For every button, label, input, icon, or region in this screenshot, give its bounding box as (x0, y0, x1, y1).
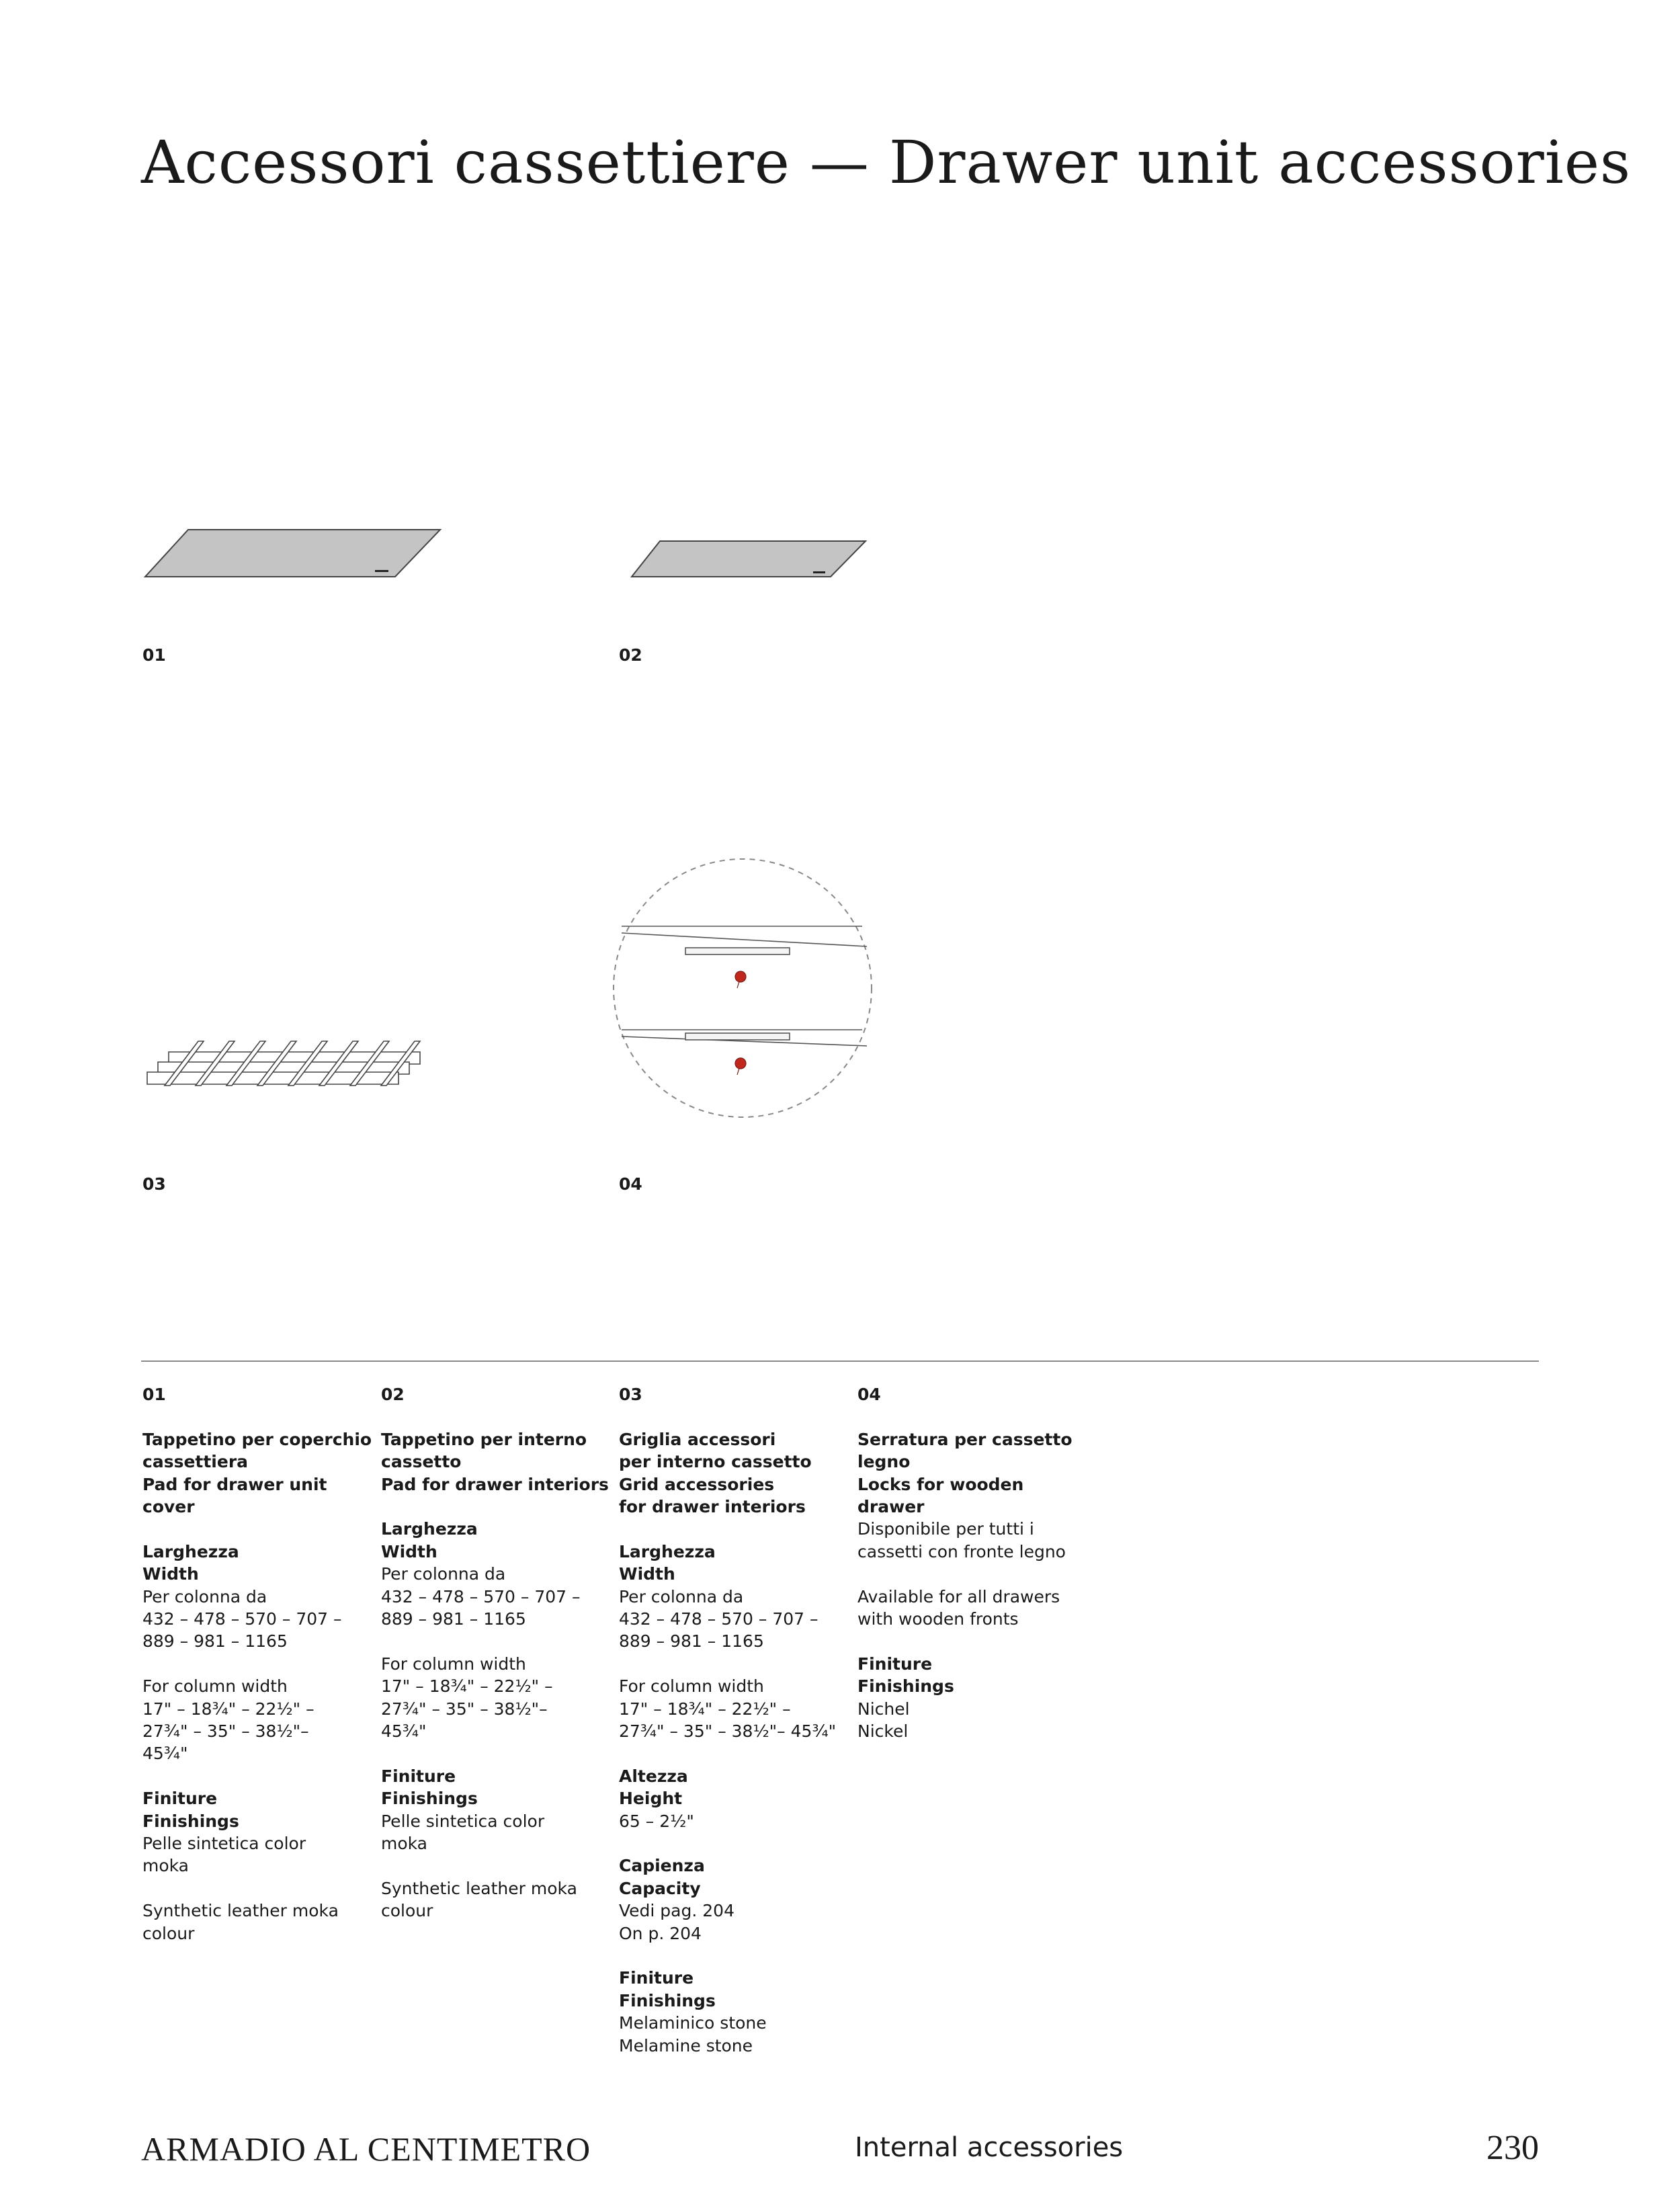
spec-text: Pelle sintetica color (142, 1834, 306, 1854)
spec-number: 04 (857, 1385, 881, 1404)
spec-text: Per colonna da (381, 1564, 506, 1584)
spec-heading: Finishings (619, 1990, 716, 2010)
spec-heading: Capienza (619, 1856, 705, 1876)
spec-text: Nichel (857, 1699, 910, 1719)
spec-heading: Serratura per cassetto (857, 1429, 1073, 1449)
spec-text: Per colonna da (619, 1586, 744, 1606)
spec-heading: Finiture (619, 1968, 694, 1988)
spec-text: 17" – 18¾" – 22½" – (142, 1699, 314, 1719)
spacer (142, 1518, 364, 1540)
spec-text: 889 – 981 – 1165 (142, 1631, 288, 1652)
drawer-interior-pad-illustration (625, 534, 874, 588)
figure-label-04: 04 (619, 1174, 642, 1194)
spacer (381, 1855, 603, 1877)
spec-heading: Larghezza (381, 1519, 478, 1539)
spec-text: For column width (142, 1676, 288, 1697)
spacer (857, 1630, 1079, 1652)
spec-text: 65 – 2½" (619, 1811, 694, 1831)
spec-text: 889 – 981 – 1165 (619, 1631, 764, 1652)
figure-label-02: 02 (619, 645, 642, 665)
spec-column-04 (857, 1383, 1079, 1742)
spec-text: with wooden fronts (857, 1609, 1019, 1629)
spec-heading: Finishings (381, 1789, 478, 1809)
spec-text: Disponibile per tutti i (857, 1519, 1034, 1539)
spec-text: cassetti con fronte legno (857, 1541, 1066, 1561)
spec-number: 03 (619, 1385, 642, 1404)
spec-heading: Capacity (619, 1878, 701, 1898)
spec-heading: Pad for drawer interiors (381, 1474, 609, 1494)
spec-text: 432 – 478 – 570 – 707 – (381, 1586, 581, 1606)
page-number: 230 (1486, 2129, 1539, 2167)
spec-heading: Larghezza (619, 1541, 716, 1561)
spec-heading: legno (857, 1452, 911, 1472)
spacer (619, 1832, 841, 1855)
spec-text: Nickel (857, 1721, 909, 1742)
spec-text: moka (381, 1834, 428, 1854)
spec-text: Pelle sintetica color (381, 1811, 545, 1831)
spec-heading: Width (142, 1564, 199, 1584)
spec-text: moka (142, 1856, 190, 1876)
spec-heading: Finishings (857, 1676, 954, 1697)
spec-heading: Width (619, 1564, 675, 1584)
figure-label-03: 03 (142, 1174, 166, 1194)
drawer-lock-detail-illustration (608, 854, 877, 1123)
page-title: Accessori cassettiere — Drawer unit accessories (141, 128, 1632, 197)
spec-heading: Finiture (381, 1766, 456, 1786)
drawer-cover-pad-illustration (134, 521, 450, 588)
spec-text: Vedi pag. 204 (619, 1901, 734, 1921)
spacer (142, 1877, 364, 1900)
spacer (142, 1653, 364, 1675)
spec-heading: Locks for wooden (857, 1474, 1024, 1494)
spacer (142, 1765, 364, 1787)
spec-heading: drawer (857, 1497, 925, 1517)
spec-text: 27¾" – 35" – 38½"– 45¾" (619, 1721, 837, 1742)
footer-brand: ARMADIO AL CENTIMETRO (141, 2130, 591, 2168)
spec-number: 01 (142, 1385, 166, 1404)
spec-text: Melaminico stone (619, 2013, 767, 2033)
spec-text: Per colonna da (142, 1586, 267, 1606)
spec-heading: Pad for drawer unit (142, 1474, 327, 1494)
spacer (381, 1496, 603, 1518)
spec-text: 432 – 478 – 570 – 707 – (619, 1609, 818, 1629)
spec-text: 17" – 18¾" – 22½" – (381, 1676, 553, 1697)
spec-text: colour (142, 1923, 195, 1943)
spacer (619, 1518, 841, 1540)
spec-text: For column width (381, 1654, 526, 1674)
spec-heading: Finiture (142, 1789, 218, 1809)
spec-text: On p. 204 (619, 1923, 702, 1943)
spec-heading: Grid accessories (619, 1474, 775, 1494)
spec-heading: Tappetino per coperchio (142, 1429, 372, 1449)
figure-label-01: 01 (142, 645, 166, 665)
spacer (619, 1653, 841, 1675)
spec-text: 45¾" (381, 1721, 427, 1742)
spec-text: Synthetic leather moka (381, 1878, 577, 1898)
spec-column-01 (142, 1383, 372, 1945)
spacer (619, 1945, 841, 1967)
section-divider (141, 1360, 1539, 1362)
spec-heading: Width (381, 1541, 437, 1561)
spec-text: 27¾" – 35" – 38½"– (142, 1721, 309, 1742)
spacer (381, 1742, 603, 1764)
spec-text: 27¾" – 35" – 38½"– (381, 1699, 548, 1719)
spec-heading: Larghezza (142, 1541, 239, 1561)
spec-text: For column width (619, 1676, 764, 1697)
spec-text: 432 – 478 – 570 – 707 – (142, 1609, 342, 1629)
spec-heading: Height (619, 1789, 683, 1809)
spec-heading: cassetto (381, 1452, 462, 1472)
spacer (381, 1630, 603, 1652)
spec-text: 889 – 981 – 1165 (381, 1609, 526, 1629)
spec-heading: Finiture (857, 1654, 933, 1674)
spec-column-02 (381, 1383, 609, 1922)
spec-text: Melamine stone (619, 2035, 753, 2055)
spec-heading: for drawer interiors (619, 1497, 806, 1517)
spec-text: 45¾" (142, 1744, 188, 1764)
spec-text: colour (381, 1901, 433, 1921)
spec-heading: Finishings (142, 1811, 239, 1831)
spec-heading: Altezza (619, 1766, 688, 1786)
spec-text: Available for all drawers (857, 1586, 1060, 1606)
spec-heading: cassettiera (142, 1452, 249, 1472)
spec-text: 17" – 18¾" – 22½" – (619, 1699, 791, 1719)
footer-section-title: Internal accessories (855, 2132, 1124, 2163)
spacer (619, 1742, 841, 1764)
spec-heading: cover (142, 1497, 195, 1517)
spec-heading: per interno cassetto (619, 1452, 812, 1472)
spec-column-03 (619, 1383, 841, 2057)
spacer (857, 1563, 1079, 1585)
spec-number: 02 (381, 1385, 405, 1404)
spec-heading: Griglia accessori (619, 1429, 776, 1449)
spec-text: Synthetic leather moka (142, 1901, 339, 1921)
accessory-grid-illustration (138, 1039, 433, 1119)
spec-heading: Tappetino per interno (381, 1429, 587, 1449)
